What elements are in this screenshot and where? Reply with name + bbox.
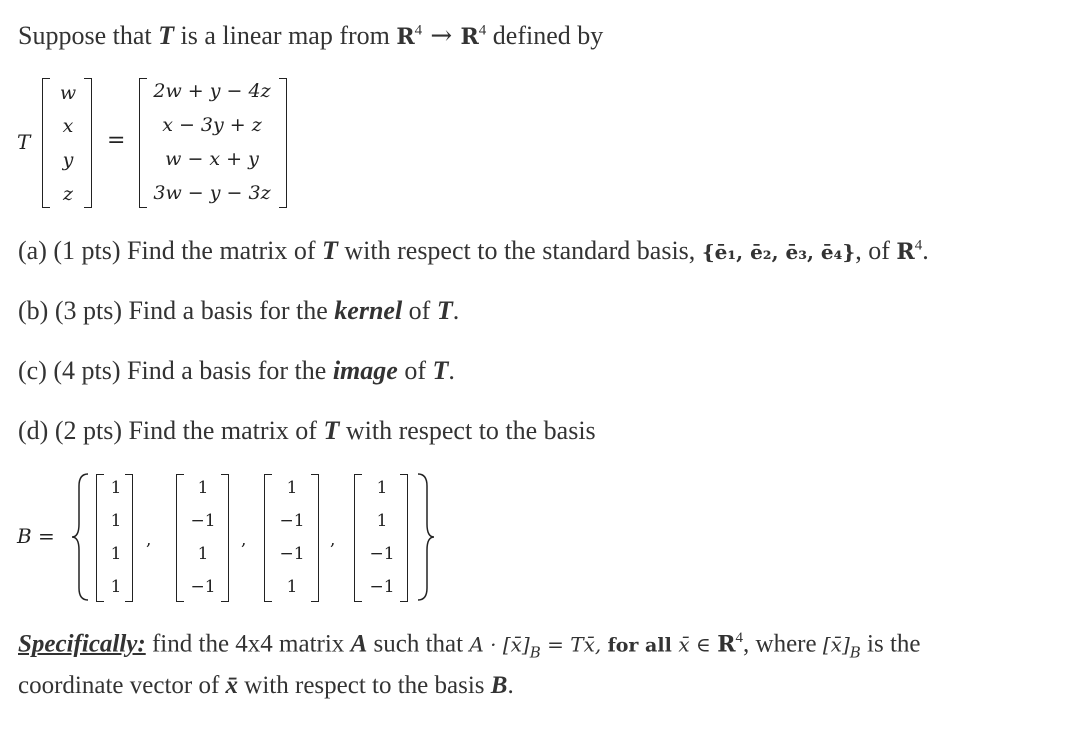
basis-entry: 1 xyxy=(110,511,122,531)
left-bracket xyxy=(264,474,272,602)
real-space-symbol: R xyxy=(896,239,915,265)
coord-vector: [x̄] xyxy=(822,632,850,657)
x-vector: x̄ xyxy=(225,672,239,699)
part-b xyxy=(18,295,459,326)
coord-formula: A · [x̄] xyxy=(469,632,530,657)
arrow-symbol: → xyxy=(422,21,461,51)
real-space-symbol: R xyxy=(717,631,736,658)
real-space-symbol: R xyxy=(460,24,479,50)
period: . xyxy=(922,236,929,265)
part-c-mid: of xyxy=(397,356,433,385)
spec-text: with respect to the basis xyxy=(238,672,491,699)
basis-entry: −1 xyxy=(369,544,395,564)
map-symbol-T: T xyxy=(432,356,449,385)
period: . xyxy=(507,672,514,699)
period: . xyxy=(452,296,460,325)
part-b-mid: of xyxy=(402,296,437,325)
output-entry: 2w + y − 4z xyxy=(153,80,271,102)
for-all-text: for all xyxy=(607,634,679,657)
spec-text: , where xyxy=(743,630,823,658)
output-entry: w − x + y xyxy=(165,148,259,170)
map-symbol-T: T xyxy=(322,236,338,265)
exponent: 4 xyxy=(735,630,744,646)
equals-Tx: = Tx̄, xyxy=(540,632,608,657)
period: . xyxy=(448,356,455,385)
exponent: 4 xyxy=(414,22,423,39)
basis-entry: −1 xyxy=(369,577,395,597)
basis-B-symbol: B xyxy=(490,672,508,699)
comma: , xyxy=(330,530,336,550)
equals-sign: = xyxy=(107,128,126,153)
part-c-label: (c) (4 pts) Find a basis for the xyxy=(18,356,333,385)
basis-entry: −1 xyxy=(279,544,305,564)
subscript-B: B xyxy=(849,643,861,662)
standard-basis: {ē₁, ē₂, ē₃, ē₄} xyxy=(701,240,856,264)
real-space-symbol: R xyxy=(396,24,415,50)
part-c xyxy=(18,355,455,386)
map-symbol-T: T xyxy=(436,296,453,325)
right-bracket xyxy=(311,474,319,602)
input-entry: w xyxy=(59,82,77,104)
exponent: 4 xyxy=(478,22,487,39)
output-entry: x − 3y + z xyxy=(162,114,262,136)
left-bracket xyxy=(42,78,50,208)
left-bracket xyxy=(96,474,104,602)
right-bracket xyxy=(400,474,408,602)
part-a-post: , of xyxy=(855,236,897,265)
input-entry: z xyxy=(62,183,73,205)
basis-entry: −1 xyxy=(279,511,305,531)
right-bracket xyxy=(279,78,287,208)
specifically-line-2 xyxy=(18,671,514,701)
specifically-line-1 xyxy=(18,629,921,661)
basis-entry: 1 xyxy=(376,511,388,531)
right-bracket xyxy=(84,78,92,208)
intro-text-post: defined by xyxy=(486,21,604,50)
left-bracket xyxy=(354,474,362,602)
basis-entry: 1 xyxy=(110,544,122,564)
basis-entry: 1 xyxy=(197,544,209,564)
comma: , xyxy=(146,530,152,550)
basis-entry: 1 xyxy=(110,478,122,498)
basis-entry: 1 xyxy=(110,577,122,597)
spec-text: coordinate vector of xyxy=(18,672,226,699)
kernel-term: kernel xyxy=(334,296,403,325)
intro-text-mid: is a linear map from xyxy=(174,21,397,50)
image-term: image xyxy=(332,356,398,385)
intro-line xyxy=(18,20,603,52)
basis-entry: 1 xyxy=(197,478,209,498)
map-symbol-T: T xyxy=(158,21,174,50)
right-brace xyxy=(414,472,436,602)
spec-text: find the 4x4 matrix xyxy=(145,630,351,658)
x-in: x̄ ∈ xyxy=(678,632,718,657)
basis-entry: 1 xyxy=(286,478,298,498)
part-a xyxy=(18,235,929,266)
specifically-label: Specifically: xyxy=(18,630,146,658)
output-entry: 3w − y − 3z xyxy=(153,182,271,204)
part-d-post: with respect to the basis xyxy=(339,416,596,445)
T-symbol: T xyxy=(17,130,31,154)
left-bracket xyxy=(176,474,184,602)
part-b-label: (b) (3 pts) Find a basis for the xyxy=(18,296,335,325)
basis-entry: −1 xyxy=(190,577,216,597)
input-entry: y xyxy=(62,149,74,171)
exponent: 4 xyxy=(914,237,923,254)
part-d xyxy=(18,415,596,446)
map-symbol-T: T xyxy=(323,416,340,445)
matrix-A-symbol: A xyxy=(350,630,368,658)
comma: , xyxy=(241,530,247,550)
basis-entry: −1 xyxy=(190,511,216,531)
subscript-B: B xyxy=(529,643,541,662)
basis-entry: 1 xyxy=(286,577,298,597)
part-a-mid: with respect to the standard basis, xyxy=(337,236,702,265)
left-brace xyxy=(70,472,92,602)
intro-text-pre: Suppose that xyxy=(18,21,159,50)
basis-B-label: B = xyxy=(17,524,55,548)
spec-text: is the xyxy=(860,630,921,658)
basis-entry: 1 xyxy=(376,478,388,498)
right-bracket xyxy=(221,474,229,602)
spec-text: such that xyxy=(367,630,470,658)
input-entry: x xyxy=(62,115,74,137)
part-a-label: (a) (1 pts) Find the matrix of xyxy=(18,236,322,265)
part-d-label: (d) (2 pts) Find the matrix of xyxy=(18,416,324,445)
